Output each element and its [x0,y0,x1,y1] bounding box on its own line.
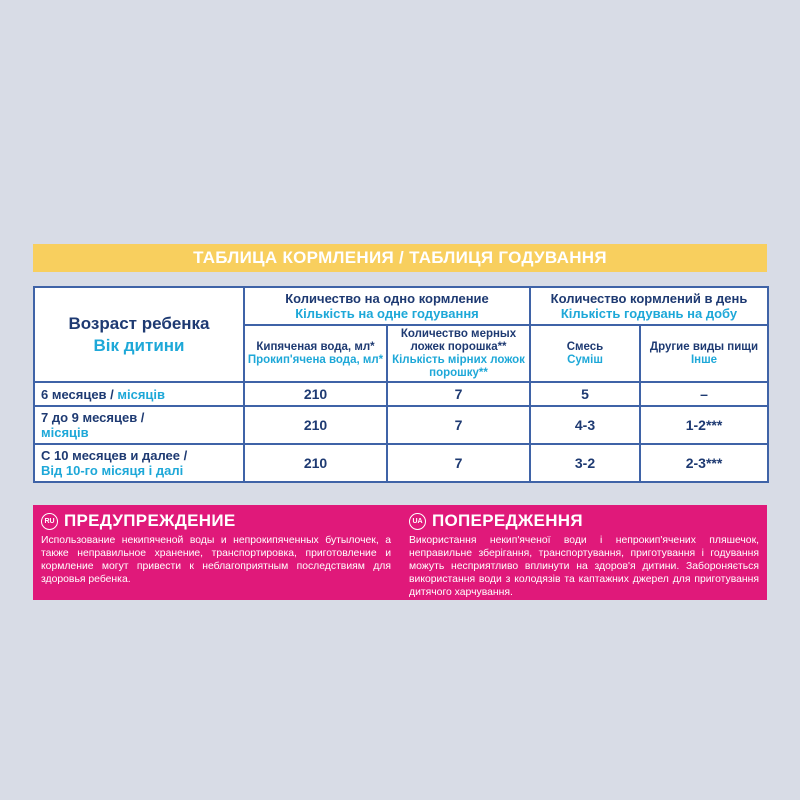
warning-ua [399,505,767,600]
water-header-ru: Кипяченая вода, мл* [256,340,375,353]
age-ua: Від 10-го місяця і далі [41,463,184,478]
warning-ru [33,505,399,600]
formula-header-ua: Суміш [567,353,603,366]
spoons-value: 7 [387,406,530,444]
age-cell [34,444,244,482]
formula-value: 4-3 [530,406,640,444]
spoons-value: 7 [387,444,530,482]
table-row [34,444,768,482]
spoons-header [387,325,530,382]
formula-value: 5 [530,382,640,406]
warning-ua-heading: ПОПЕРЕДЖЕННЯ [432,511,583,530]
feeding-table-banner [33,244,767,272]
age-header-ua: Вік дитини [93,335,185,355]
age-cell [34,382,244,406]
banner-title: ТАБЛИЦА КОРМЛЕНИЯ / ТАБЛИЦЯ ГОДУВАННЯ [193,248,607,267]
water-header [244,325,387,382]
spoons-header-ru: Количество мерных ложек порошка** [400,327,517,353]
warning-ru-heading: ПРЕДУПРЕЖДЕНИЕ [64,511,236,530]
other-food-value: 2-3*** [640,444,768,482]
warning-ru-title [41,511,391,531]
warning-ua-title [409,511,759,531]
ru-badge-icon: RU [41,513,58,530]
water-header-ua: Прокип'ячена вода, мл* [247,353,384,366]
per-feeding-header-ua: Кількість на одне годування [295,306,479,321]
age-ru: 6 месяцев / [41,386,118,402]
table-row [34,382,768,406]
other-food-value: 1-2*** [640,406,768,444]
feeding-table [33,286,769,483]
spoons-value: 7 [387,382,530,406]
table-row [34,406,768,444]
age-ua: місяців [41,425,89,440]
water-value: 210 [244,382,387,406]
warning-ua-text: Використання некип'яченої води і непрокип'ячених пляшечок, неправильне зберігання, транспортування, приготування і годування можуть несприятливо вплинути на здоров'я дитини. Забороняється використання води з колодязів та каптажних джерел для приготування дитячого харчування. [409,535,759,598]
other-food-value: – [640,382,768,406]
age-header-ru: Возраст ребенка [68,313,210,333]
water-value: 210 [244,444,387,482]
ua-badge-icon: UA [409,513,426,530]
per-day-header-ua: Кількість годувань на добу [560,306,738,321]
per-feeding-header-ru: Количество на одно кормление [285,291,489,306]
water-value: 210 [244,406,387,444]
per-feeding-header [244,287,530,325]
warning-box [33,505,767,600]
formula-header [530,325,640,382]
per-day-header-ru: Количество кормлений в день [550,291,748,306]
age-ua: місяців [117,386,166,402]
formula-value: 3-2 [530,444,640,482]
age-ru: 7 до 9 месяцев / [41,410,145,425]
age-ru: С 10 месяцев и далее / [41,448,188,463]
other-food-header-ua: Інше [690,353,718,366]
spoons-header-ua: Кількість мірних ложок порошку** [392,353,525,379]
age-header-cell [34,287,244,382]
per-day-header [530,287,768,325]
other-food-header [640,325,768,382]
warning-ru-text: Использование некипяченой воды и непрокипяченных бутылочек, а также неправильное хранение, транспортировка, приготовление и кормление могут привести к неблагоприятным последствиям для здоровья ребенка. [41,535,391,585]
formula-header-ru: Смесь [566,340,604,353]
other-food-header-ru: Другие виды пищи [649,340,759,353]
age-cell [34,406,244,444]
